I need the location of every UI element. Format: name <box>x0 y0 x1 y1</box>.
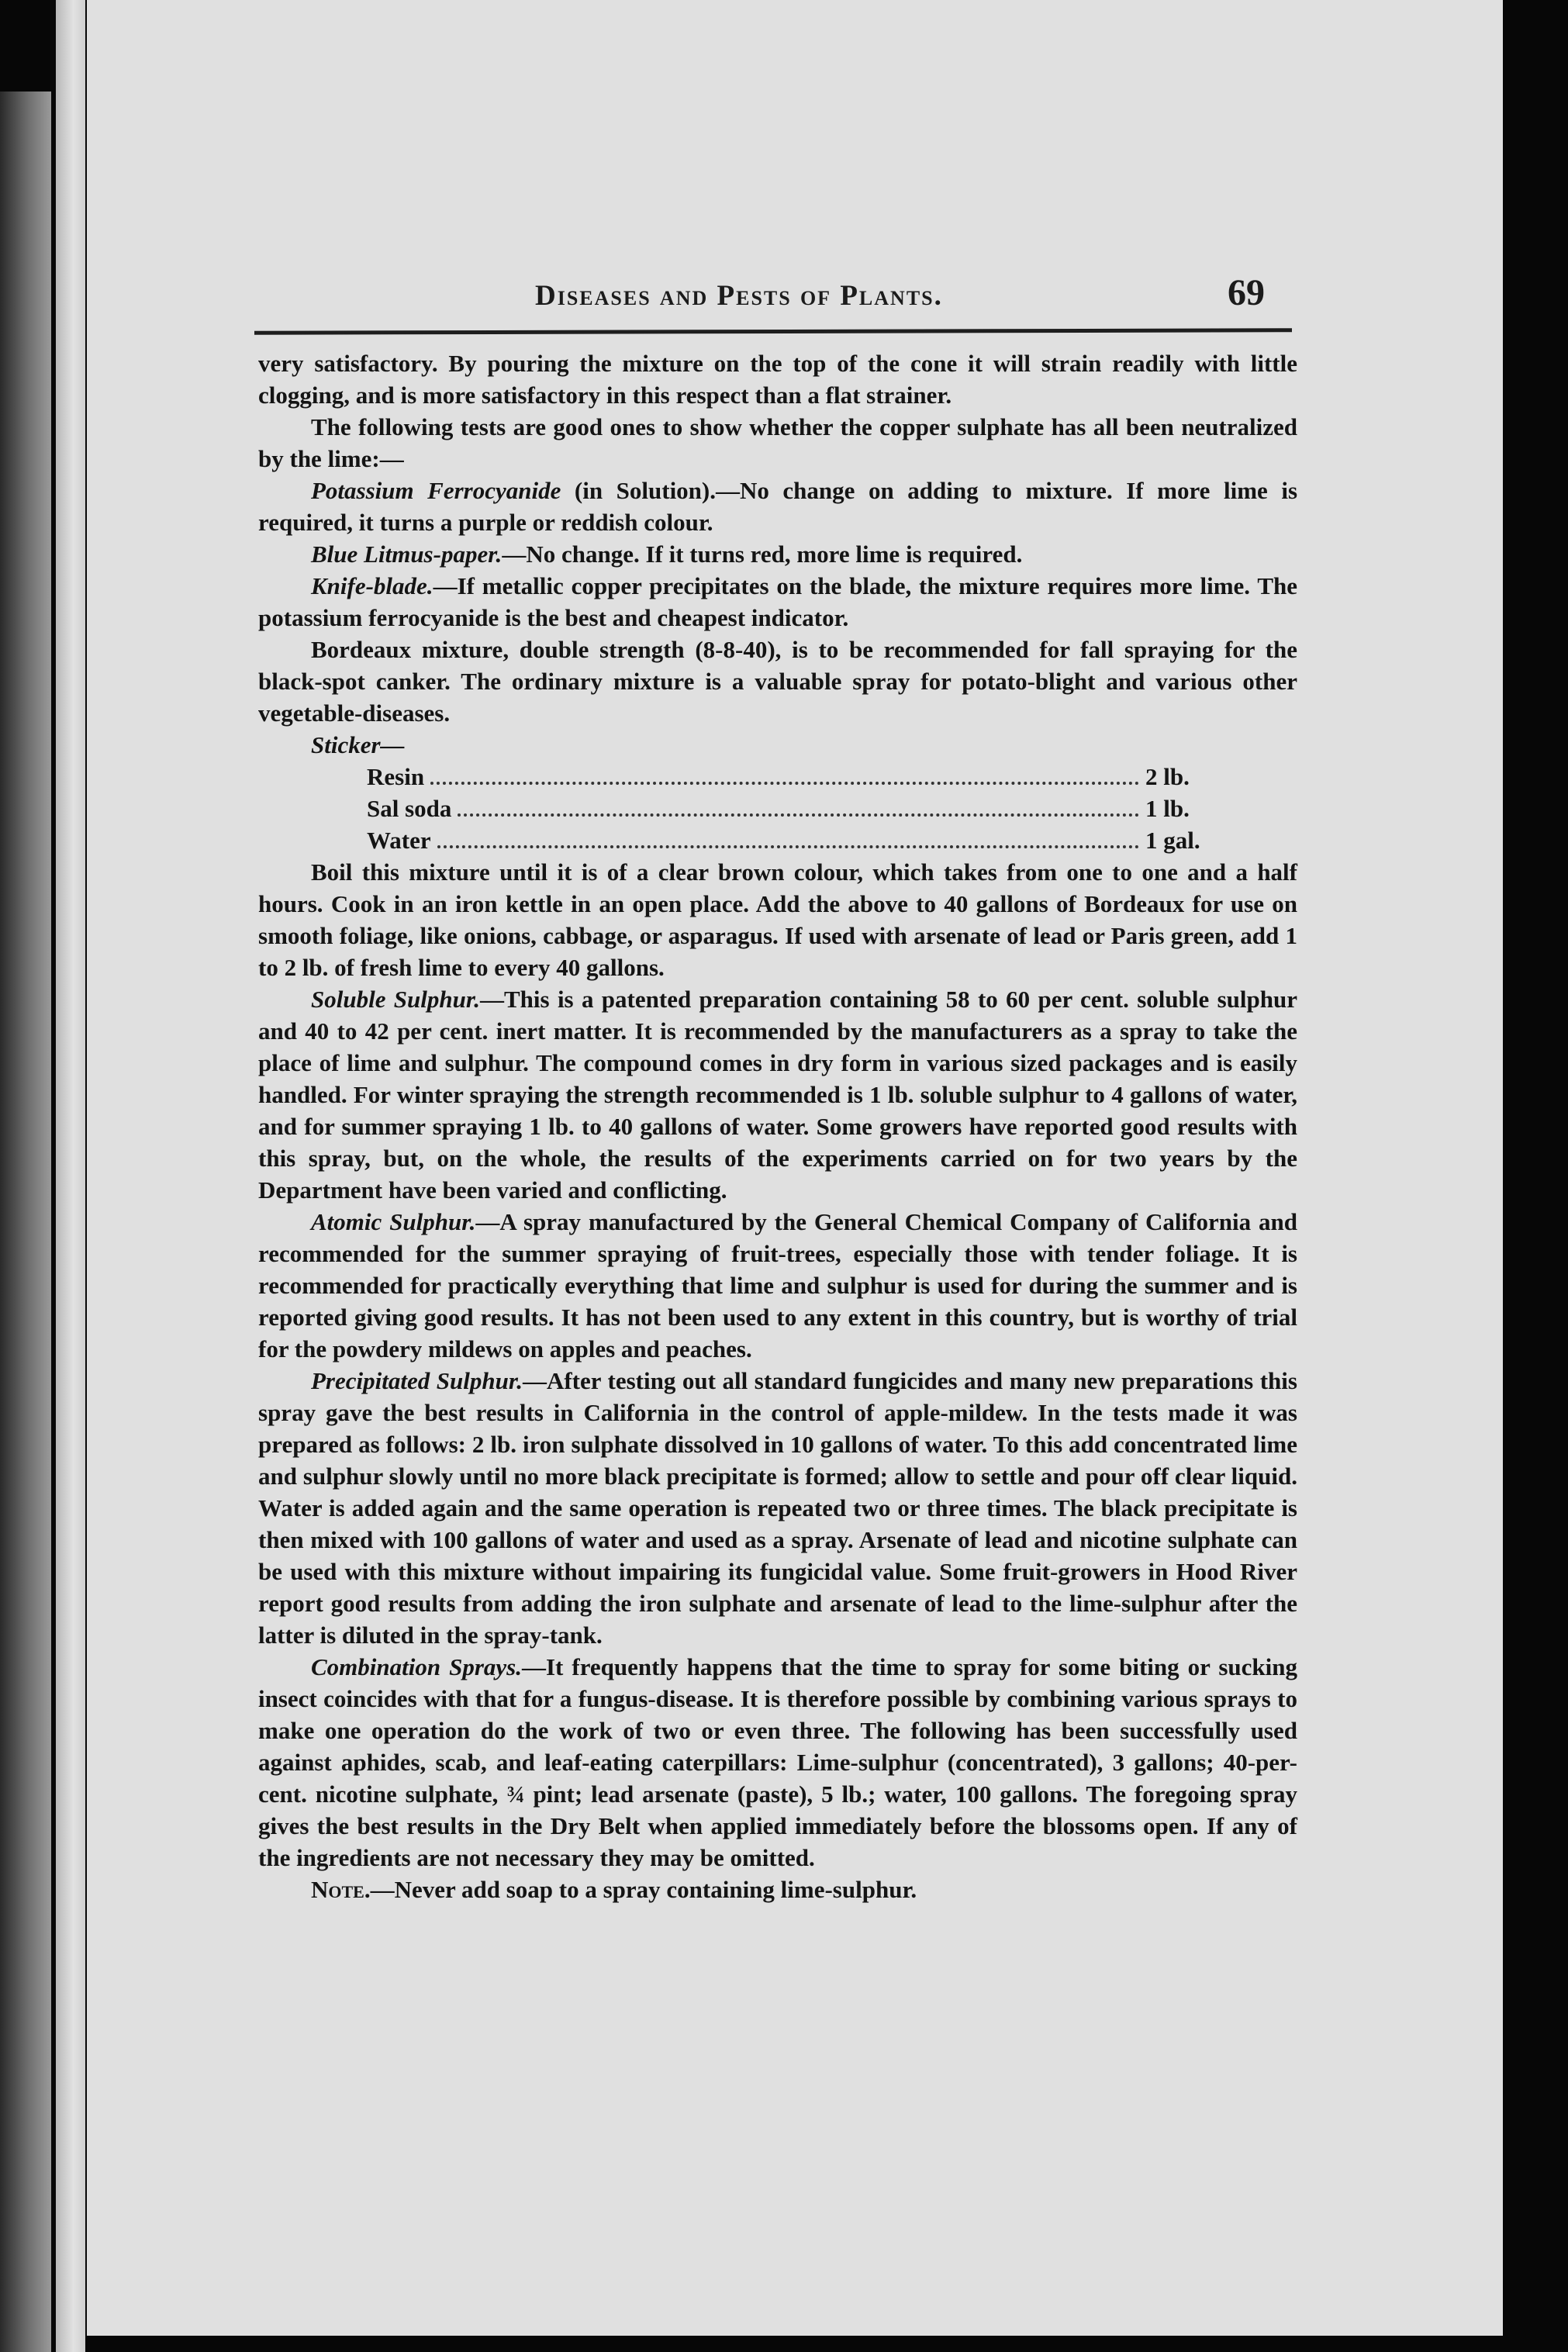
ingredient-name: Water <box>367 827 431 854</box>
paragraph-lead: Potassium Ferrocyanide <box>311 477 561 504</box>
paragraph: Bordeaux mixture, double strength (8-8-40), is to be recommended for fall spraying for the black-spot canker. The ordinary mixture is a valuable spray for potato-blight and various other vegetable-diseases. <box>258 636 1297 727</box>
sticker-recipe <box>258 761 1217 856</box>
paragraph: Combination Sprays.—It frequently happens that the time to spray for some biting or sucking insect coincides with that for a fungus-disease. It is therefore possible by combining various sprays to make one operation do the work of two or even three. The following has been successfully used against aphides, scab, and leaf-eating caterpillars: Lime-sulphur (concentrated), 3 gallons; 40-per-cent. nicotine sulphate, ¾ pint; lead arsenate (paste), 5 lb.; water, 100 gallons. The foregoing spray gives the best results in the Dry Belt when applied immediately before the blossoms open. If any of the ingredients are not necessary they may be omitted. <box>258 1653 1297 1871</box>
paragraph: The following tests are good ones to show whether the copper sulphate has all been neutralized by the lime:— <box>258 413 1297 472</box>
recipe-line <box>367 761 1217 793</box>
leader-dots <box>430 782 1139 785</box>
adjacent-page-edge <box>0 92 51 2352</box>
paragraph-lead: Atomic Sulphur. <box>311 1208 476 1235</box>
paragraph: Atomic Sulphur.—A spray manufactured by the General Chemical Company of California and recommended for the summer spraying of fruit-trees, especially those with tender foliage. It is recommended for practically everything that lime and sulphur is used for during the summer and is reported giving good results. It has not been used to any extent in this country, but is worthy of trial for the powdery mildews on apples and peaches. <box>258 1208 1297 1363</box>
page-number: 69 <box>1228 272 1265 313</box>
paragraph-lead: Soluble Sulphur. <box>311 986 480 1013</box>
running-title: Diseases and Pests of Plants. <box>535 280 943 312</box>
book-gutter <box>56 0 85 2352</box>
note-paragraph: Note.—Never add soap to a spray containing lime-sulphur. <box>311 1876 917 1903</box>
paragraph: Blue Litmus-paper.—No change. If it turns red, more lime is required. <box>311 541 1023 568</box>
ingredient-name: Sal soda <box>367 795 452 822</box>
paragraph: Boil this mixture until it is of a clear brown colour, which takes from one to one and a half hours. Cook in an iron kettle in an open place. Add the above to 40 gallons of Bordeaux for use on smooth foliage, like onions, cabbage, or asparagus. If used with arsenate of lead or Paris green, add 1 to 2 lb. of fresh lime to every 40 gallons. <box>258 858 1297 981</box>
paragraph: Potassium Ferrocyanide (in Solution).—No change on adding to mixture. If more lime is required, it turns a purple or reddish colour. <box>258 477 1298 536</box>
paragraph: very satisfactory. By pouring the mixture on the top of the cone it will strain readily with little clogging, and is more satisfactory in this respect than a flat strainer. <box>258 350 1297 409</box>
leader-dots <box>437 845 1139 848</box>
paragraph-lead: Precipitated Sulphur. <box>311 1367 523 1394</box>
paragraph-lead: Knife-blade. <box>311 572 433 599</box>
paragraph: Soluble Sulphur.—This is a patented preparation containing 58 to 60 per cent. soluble sulphur and 40 to 42 per cent. inert matter. It is recommended by the manufacturers as a spray to take the place of lime and sulphur. The compound comes in dry form in various sized packages and is easily handled. For winter spraying the strength recommended is 1 lb. soluble sulphur to 4 gallons of water, and for summer spraying 1 lb. to 40 gallons of water. Some growers have reported good results with this spray, but, on the whole, the results of the experiments carried on for two years by the Department have been varied and conflicting. <box>258 986 1297 1204</box>
sticker-heading: Sticker— <box>311 731 405 758</box>
paragraph-lead: Blue Litmus-paper. <box>311 541 503 568</box>
paragraph: Precipitated Sulphur.—After testing out all standard fungicides and many new preparations this spray gave the best results in California in the control of apple-mildew. In the tests made it was prepared as follows: 2 lb. iron sulphate dissolved in 10 gallons of water. To this add concentrated lime and sulphur slowly until no more black precipitate is formed; allow to settle and pour off clear liquid. Water is added again and the same operation is repeated two or three times. The black precipitate is then mixed with 100 gallons of water and used as a spray. Arsenate of lead and nicotine sulphate can be used with this mixture without impairing its fungicidal value. Some fruit-growers in Hood River report good results from adding the iron sulphate and arsenate of lead to the lime-sulphur after the latter is diluted in the spray-tank. <box>258 1367 1297 1649</box>
leader-dots <box>458 813 1139 817</box>
ingredient-amount: 2 lb. <box>1145 763 1190 790</box>
paragraph: Knife-blade.—If metallic copper precipitates on the blade, the mixture requires more lime. The potassium ferrocyanide is the best and cheapest indicator. <box>258 572 1297 631</box>
ingredient-amount: 1 lb. <box>1145 795 1190 822</box>
ingredient-name: Resin <box>367 763 425 790</box>
paragraph-lead: Combination Sprays. <box>311 1653 522 1680</box>
recipe-line <box>367 793 1217 824</box>
note-lead: Note. <box>311 1876 371 1903</box>
body-text <box>258 347 1297 1905</box>
ingredient-amount: 1 gal. <box>1145 827 1200 854</box>
recipe-line <box>367 824 1217 856</box>
